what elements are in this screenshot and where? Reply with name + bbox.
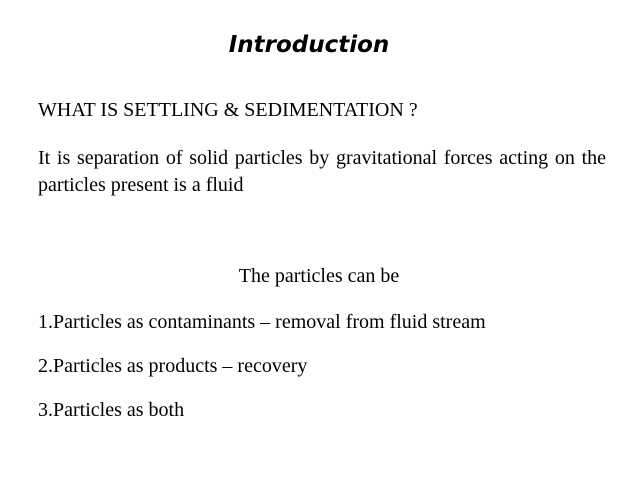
- definition-paragraph: It is separation of solid particles by gravitational forces acting on the particles present is a fluid: [38, 147, 606, 196]
- subheading: The particles can be: [238, 265, 400, 287]
- list-item: 1.Particles as contaminants – removal from fluid stream: [38, 311, 486, 333]
- list-item: 2.Particles as products – recovery: [38, 355, 308, 377]
- list-item: 3.Particles as both: [38, 399, 185, 421]
- slide-heading: WHAT IS SETTLING & SEDIMENTATION ?: [38, 99, 418, 121]
- slide-title: Introduction: [228, 32, 390, 58]
